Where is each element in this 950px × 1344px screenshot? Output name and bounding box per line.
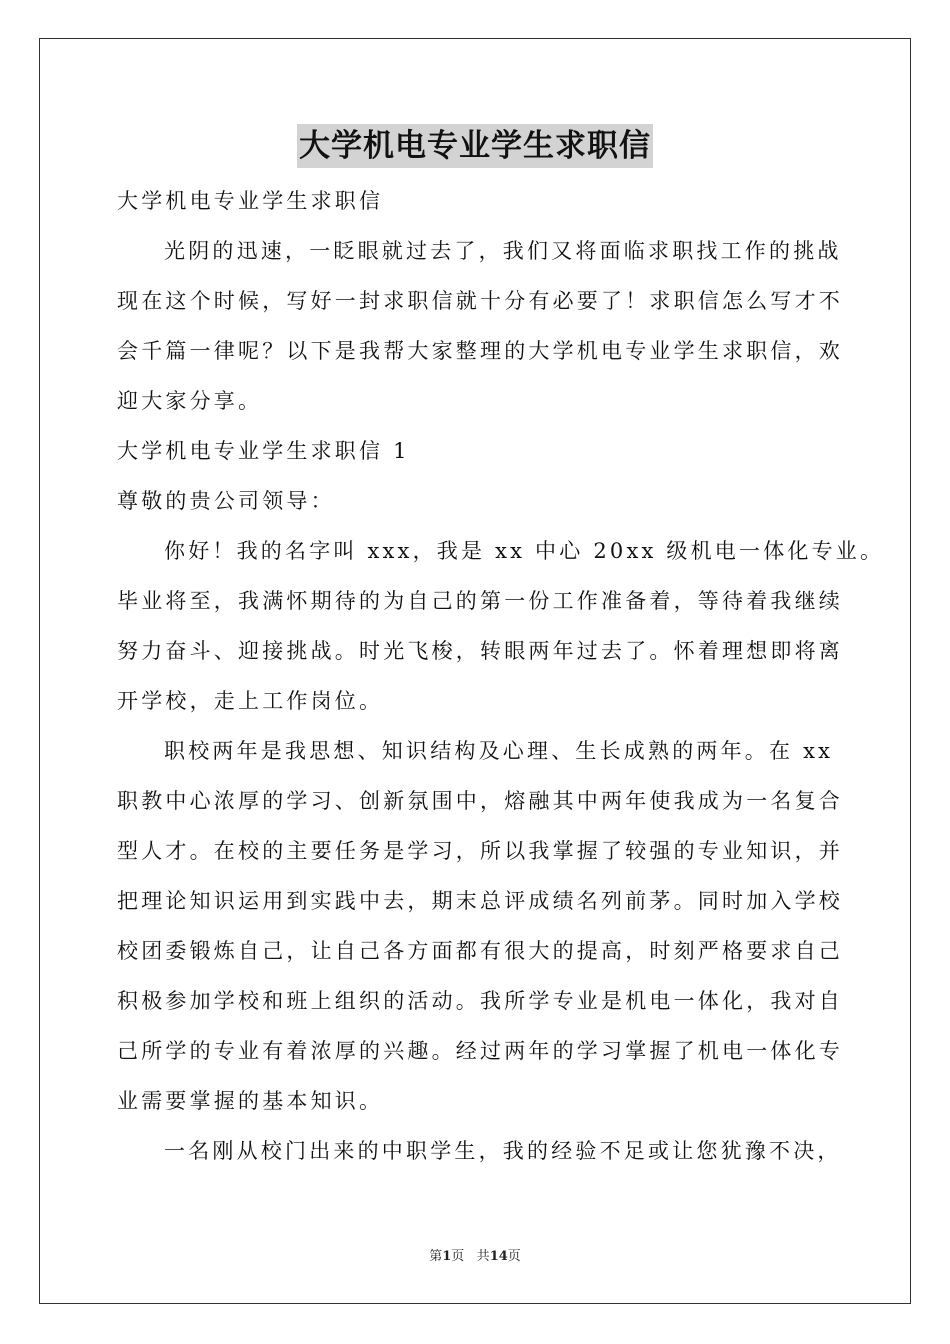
- footer-total-prefix: 共: [476, 1249, 490, 1264]
- text-line: 职教中心浓厚的学习、创新氛围中，熔融其中两年使我成为一名复合: [117, 789, 843, 813]
- text-line: 迎大家分享。: [117, 389, 263, 413]
- text-line: 把理论知识运用到实践中去，期末总评成绩名列前茅。同时加入学校: [117, 889, 843, 913]
- text-line: 大学机电专业学生求职信: [117, 189, 384, 213]
- text-line: 尊敬的贵公司领导：: [117, 489, 335, 513]
- footer-page-number: 1: [442, 1249, 452, 1264]
- text-line: 业需要掌握的基本知识。: [117, 1089, 384, 1113]
- text-line: 会千篇一律呢？以下是我帮大家整理的大学机电专业学生求职信，欢: [117, 339, 843, 363]
- text-line: 己所学的专业有着浓厚的兴趣。经过两年的学习掌握了机电一体化专: [117, 1039, 843, 1063]
- text-line: 校团委锻炼自己，让自己各方面都有很大的提高，时刻严格要求自己: [117, 939, 843, 963]
- page-footer: [0, 1245, 950, 1264]
- footer-page-prefix: 第: [429, 1249, 443, 1264]
- footer-total-pages: 14: [489, 1249, 508, 1264]
- document-title: 大学机电专业学生求职信: [297, 124, 653, 168]
- text-line: 光阴的迅速，一眨眼就过去了，我们又将面临求职找工作的挑战: [164, 239, 842, 263]
- text-line: 大学机电专业学生求职信 1: [117, 439, 410, 463]
- footer-page-suffix: 页: [451, 1249, 465, 1264]
- footer-total-suffix: 页: [507, 1249, 521, 1264]
- document-body: [117, 176, 885, 1176]
- text-line: 一名刚从校门出来的中职学生，我的经验不足或让您犹豫不决，: [164, 1139, 842, 1163]
- text-line: 型人才。在校的主要任务是学习，所以我掌握了较强的专业知识，并: [117, 839, 843, 863]
- text-line: 现在这个时候，写好一封求职信就十分有必要了！求职信怎么写才不: [117, 289, 843, 313]
- title-container: [0, 124, 950, 168]
- text-line: 积极参加学校和班上组织的活动。我所学专业是机电一体化，我对自: [117, 989, 843, 1013]
- text-line: 职校两年是我思想、知识结构及心理、生长成熟的两年。在 xx: [164, 739, 834, 763]
- text-line: 你好！我的名字叫 xxx，我是 xx 中心 20xx 级机电一体化专业。: [164, 539, 885, 563]
- text-line: 开学校，走上工作岗位。: [117, 689, 384, 713]
- text-line: 努力奋斗、迎接挑战。时光飞梭，转眼两年过去了。怀着理想即将离: [117, 639, 843, 663]
- text-line: 毕业将至，我满怀期待的为自己的第一份工作准备着，等待着我继续: [117, 589, 843, 613]
